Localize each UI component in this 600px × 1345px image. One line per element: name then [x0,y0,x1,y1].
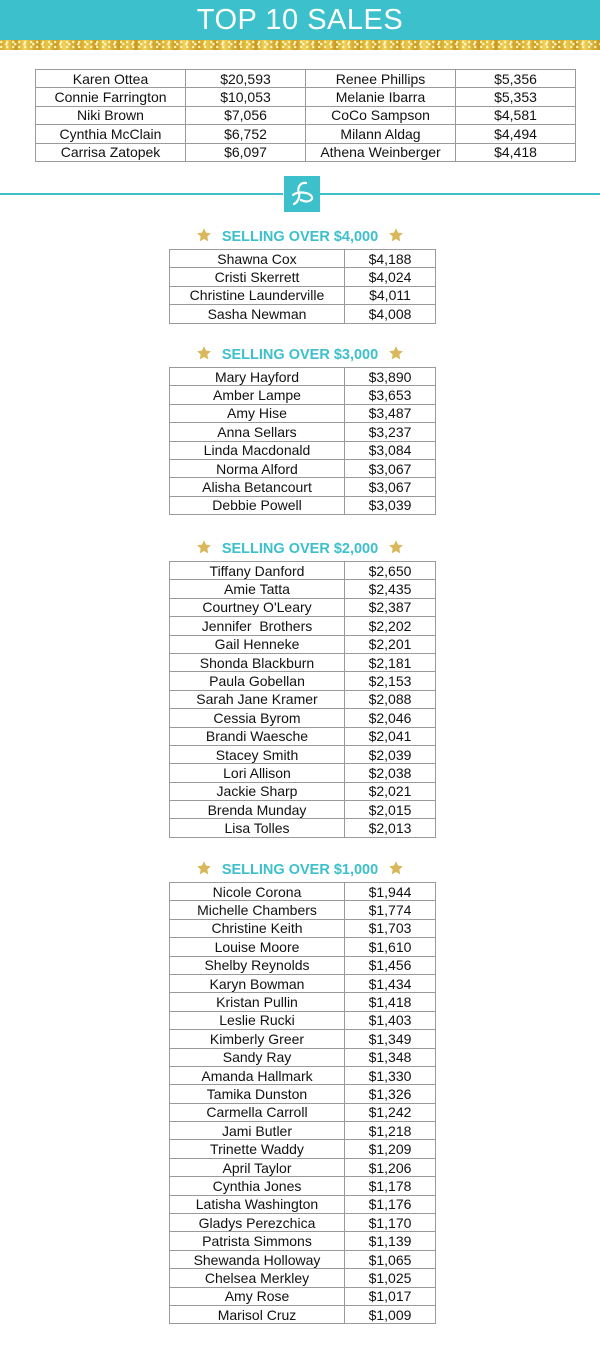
seller-name: Brenda Munday [170,801,345,819]
table-row [36,106,576,124]
seller-name: Lisa Tolles [170,819,345,837]
table-row [170,919,436,937]
sales-amount: $1,242 [345,1103,436,1121]
table-row [170,1158,436,1176]
seller-name: Courtney O'Leary [170,598,345,616]
seller-name: Gail Henneke [170,635,345,653]
seller-name: Stacey Smith [170,745,345,763]
tier-heading [0,227,600,247]
seller-name: Alisha Betancourt [170,478,345,496]
table-row [170,883,436,901]
seller-name: Paula Gobellan [170,672,345,690]
table-row [170,1214,436,1232]
seller-name: Anna Sellars [170,423,345,441]
seller-name: Christine Keith [170,919,345,937]
sales-amount: $1,610 [345,938,436,956]
table-row [170,1177,436,1195]
table-row [170,459,436,477]
sales-amount: $3,084 [345,441,436,459]
sales-amount: $2,013 [345,819,436,837]
sales-amount: $3,039 [345,496,436,514]
seller-name: Jackie Sharp [170,782,345,800]
sales-amount: $6,097 [186,143,306,161]
table-row [170,598,436,616]
sales-amount: $2,181 [345,653,436,671]
table-row [170,782,436,800]
seller-name: Karen Ottea [36,70,186,88]
star-icon [388,345,404,361]
tier-heading-label: SELLING OVER $4,000 [221,229,379,245]
sales-amount: $1,348 [345,1048,436,1066]
table-row [170,1140,436,1158]
sales-amount: $2,650 [345,562,436,580]
sales-amount: $2,201 [345,635,436,653]
sales-amount: $1,703 [345,919,436,937]
sales-amount: $2,202 [345,617,436,635]
table-row [170,580,436,598]
table-row [170,1066,436,1084]
table-row [170,250,436,268]
sales-amount: $4,418 [456,143,576,161]
seller-name: Amy Hise [170,404,345,422]
table-row [170,901,436,919]
sales-amount: $1,017 [345,1287,436,1305]
seller-name: Shonda Blackburn [170,653,345,671]
sales-amount: $1,178 [345,1177,436,1195]
seller-name: Amanda Hallmark [170,1066,345,1084]
table-row [170,635,436,653]
sales-amount: $2,153 [345,672,436,690]
table-row [170,268,436,286]
sales-amount: $1,209 [345,1140,436,1158]
seller-name: Lori Allison [170,764,345,782]
seller-name: Connie Farrington [36,88,186,106]
sales-amount: $1,774 [345,901,436,919]
seller-name: Gladys Perezchica [170,1214,345,1232]
table-row [170,672,436,690]
sales-amount: $2,088 [345,690,436,708]
star-icon [196,345,212,361]
sales-amount: $4,024 [345,268,436,286]
table-row [170,1287,436,1305]
seller-name: Tiffany Danford [170,562,345,580]
seller-name: Nicole Corona [170,883,345,901]
table-row [170,819,436,837]
table-row [170,404,436,422]
seller-name: Linda Macdonald [170,441,345,459]
brand-logo-icon [284,176,320,212]
table-row [170,1048,436,1066]
star-icon [388,539,404,555]
table-row [36,88,576,106]
table-row [170,709,436,727]
seller-name: Shelby Reynolds [170,956,345,974]
table-row [170,286,436,304]
seller-name: Brandi Waesche [170,727,345,745]
sales-amount: $3,890 [345,368,436,386]
sales-amount: $4,011 [345,286,436,304]
seller-name: Kimberly Greer [170,1030,345,1048]
seller-name: Leslie Rucki [170,1011,345,1029]
table-row [170,423,436,441]
seller-name: Melanie Ibarra [306,88,456,106]
seller-name: Karyn Bowman [170,974,345,992]
seller-name: Louise Moore [170,938,345,956]
table-row [36,125,576,143]
seller-name: Christine Launderville [170,286,345,304]
star-icon [196,539,212,555]
table-row [170,764,436,782]
sales-amount: $4,008 [345,305,436,323]
seller-name: Sasha Newman [170,305,345,323]
sales-amount: $1,418 [345,993,436,1011]
tier-heading-label: SELLING OVER $2,000 [221,541,379,557]
sales-amount: $10,053 [186,88,306,106]
sales-amount: $5,356 [456,70,576,88]
table-row [170,653,436,671]
sales-amount: $3,237 [345,423,436,441]
tier-table [169,882,436,1324]
table-row [36,70,576,88]
tier-heading [0,539,600,559]
sales-amount: $1,326 [345,1085,436,1103]
table-row [170,368,436,386]
tier-heading [0,345,600,365]
seller-name: Marisol Cruz [170,1305,345,1323]
seller-name: Kristan Pullin [170,993,345,1011]
sales-amount: $6,752 [186,125,306,143]
sales-amount: $1,456 [345,956,436,974]
table-row [170,1195,436,1213]
table-row [170,1305,436,1323]
sales-amount: $3,067 [345,478,436,496]
seller-name: Mary Hayford [170,368,345,386]
star-icon [196,860,212,876]
sales-amount: $1,403 [345,1011,436,1029]
seller-name: Jami Butler [170,1122,345,1140]
table-row [170,801,436,819]
sales-amount: $1,330 [345,1066,436,1084]
sales-amount: $2,021 [345,782,436,800]
table-row [170,938,436,956]
sales-amount: $4,581 [456,106,576,124]
seller-name: Debbie Powell [170,496,345,514]
table-row [170,617,436,635]
seller-name: Amber Lampe [170,386,345,404]
table-row [170,562,436,580]
sales-amount: $2,039 [345,745,436,763]
seller-name: April Taylor [170,1158,345,1176]
table-row [170,1250,436,1268]
seller-name: Renee Phillips [306,70,456,88]
sales-amount: $7,056 [186,106,306,124]
seller-name: Cristi Skerrett [170,268,345,286]
seller-name: Michelle Chambers [170,901,345,919]
table-row [170,727,436,745]
divider-right [320,193,600,195]
sales-amount: $1,944 [345,883,436,901]
table-row [36,143,576,161]
sales-amount: $3,067 [345,459,436,477]
table-row [170,690,436,708]
table-row [170,1030,436,1048]
sales-amount: $2,435 [345,580,436,598]
sales-amount: $20,593 [186,70,306,88]
seller-name: Shawna Cox [170,250,345,268]
divider-left [0,193,283,195]
star-icon [196,227,212,243]
seller-name: Carmella Carroll [170,1103,345,1121]
sales-amount: $2,387 [345,598,436,616]
page-title: TOP 10 SALES [0,0,600,40]
sales-amount: $1,025 [345,1269,436,1287]
sales-amount: $1,206 [345,1158,436,1176]
seller-name: Cynthia McClain [36,125,186,143]
seller-name: Latisha Washington [170,1195,345,1213]
glitter-strip [0,40,600,50]
seller-name: Sandy Ray [170,1048,345,1066]
sales-amount: $4,188 [345,250,436,268]
seller-name: Tamika Dunston [170,1085,345,1103]
table-row [170,956,436,974]
tier-heading-label: SELLING OVER $3,000 [221,347,379,363]
seller-name: Milann Aldag [306,125,456,143]
sales-amount: $1,176 [345,1195,436,1213]
table-row [170,478,436,496]
sales-amount: $1,349 [345,1030,436,1048]
sales-amount: $2,038 [345,764,436,782]
table-row [170,441,436,459]
tier-heading [0,860,600,880]
sales-amount: $1,139 [345,1232,436,1250]
table-row [170,993,436,1011]
seller-name: Niki Brown [36,106,186,124]
sales-amount: $3,487 [345,404,436,422]
table-row [170,386,436,404]
table-row [170,496,436,514]
seller-name: Jennifer Brothers [170,617,345,635]
table-row [170,1122,436,1140]
sales-amount: $4,494 [456,125,576,143]
sales-amount: $1,434 [345,974,436,992]
tier-table [169,249,436,324]
table-row [170,1011,436,1029]
seller-name: Chelsea Merkley [170,1269,345,1287]
sales-amount: $2,041 [345,727,436,745]
seller-name: CoCo Sampson [306,106,456,124]
seller-name: Amie Tatta [170,580,345,598]
sales-amount: $1,218 [345,1122,436,1140]
seller-name: Athena Weinberger [306,143,456,161]
seller-name: Patrista Simmons [170,1232,345,1250]
sales-amount: $1,065 [345,1250,436,1268]
seller-name: Trinette Waddy [170,1140,345,1158]
sales-amount: $3,653 [345,386,436,404]
sales-amount: $1,009 [345,1305,436,1323]
table-row [170,745,436,763]
tier-heading-label: SELLING OVER $1,000 [221,862,379,878]
seller-name: Cynthia Jones [170,1177,345,1195]
seller-name: Shewanda Holloway [170,1250,345,1268]
sales-amount: $1,170 [345,1214,436,1232]
seller-name: Carrisa Zatopek [36,143,186,161]
sales-amount: $2,046 [345,709,436,727]
table-row [170,1269,436,1287]
seller-name: Norma Alford [170,459,345,477]
seller-name: Sarah Jane Kramer [170,690,345,708]
seller-name: Cessia Byrom [170,709,345,727]
table-row [170,1085,436,1103]
table-row [170,1232,436,1250]
table-row [170,1103,436,1121]
tier-table [169,561,436,838]
top-ten-table [35,69,576,162]
star-icon [388,860,404,876]
table-row [170,305,436,323]
sales-amount: $2,015 [345,801,436,819]
table-row [170,974,436,992]
tier-table [169,367,436,515]
sales-amount: $5,353 [456,88,576,106]
star-icon [388,227,404,243]
seller-name: Amy Rose [170,1287,345,1305]
